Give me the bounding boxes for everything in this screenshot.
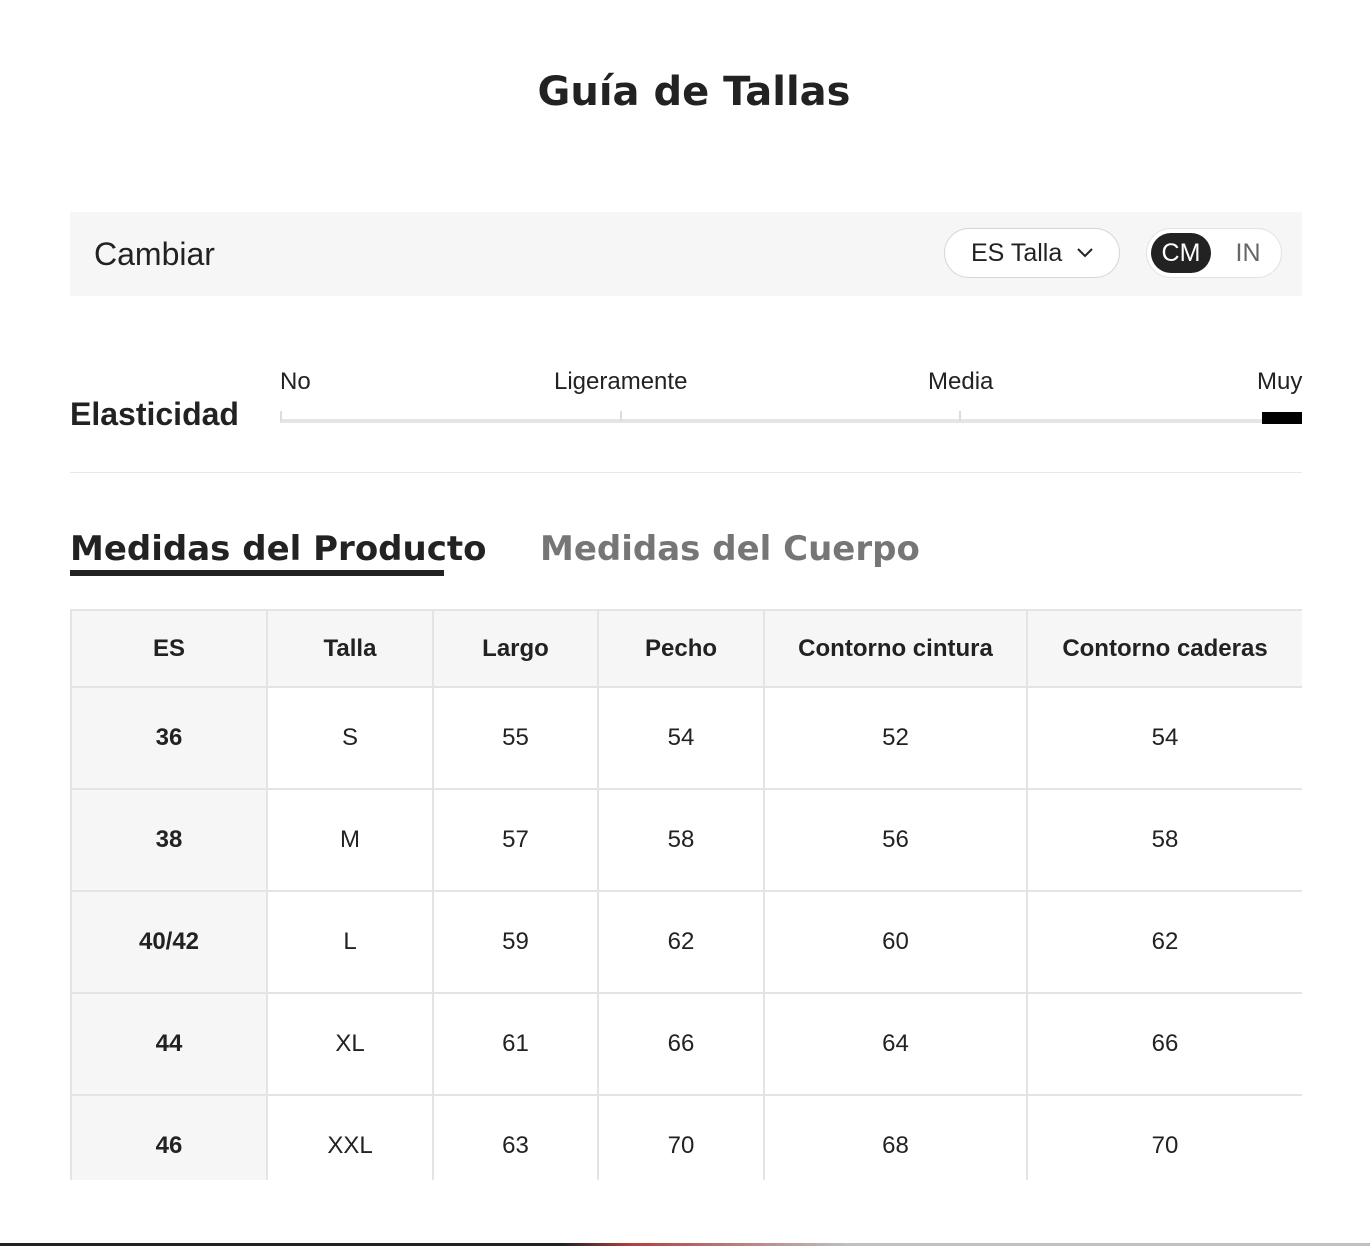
size-switch-bar [70,212,1302,296]
size-table-container [70,609,1302,1180]
tab-body-measurements[interactable]: Medidas del Cuerpo [540,529,920,569]
section-divider [70,472,1302,473]
table-row [71,993,1302,1095]
table-cell: 52 [764,687,1027,789]
column-header-largo: Largo [433,610,598,687]
table-cell: 57 [433,789,598,891]
chevron-down-icon [1076,247,1094,259]
table-cell: 66 [598,993,764,1095]
table-cell: XXL [267,1095,433,1180]
elasticity-label: Elasticidad [70,396,239,432]
table-cell: 58 [598,789,764,891]
table-cell: 64 [764,993,1027,1095]
table-cell: 40/42 [71,891,267,993]
table-cell: XL [267,993,433,1095]
switch-label: Cambiar [94,236,215,272]
table-cell: 56 [764,789,1027,891]
tab-product-measurements[interactable]: Medidas del Producto [70,529,487,569]
elasticity-indicator [1262,412,1302,424]
table-cell: 68 [764,1095,1027,1180]
table-cell: 70 [1027,1095,1302,1180]
elasticity-level-no: No [280,368,311,395]
table-cell: 46 [71,1095,267,1180]
table-cell: 61 [433,993,598,1095]
active-tab-underline [70,570,444,576]
elasticity-tick [959,411,961,421]
table-cell: M [267,789,433,891]
table-cell: S [267,687,433,789]
table-cell: 59 [433,891,598,993]
elasticity-level-medium: Media [928,368,994,395]
table-cell: 58 [1027,789,1302,891]
unit-option-in[interactable]: IN [1235,239,1261,267]
elasticity-level-slight: Ligeramente [554,368,688,395]
column-header-caderas: Contorno caderas [1027,610,1302,687]
size-table [70,609,1302,1180]
table-cell: 66 [1027,993,1302,1095]
column-header-talla: Talla [267,610,433,687]
unit-toggle [1146,228,1282,278]
table-row [71,687,1302,789]
table-cell: 60 [764,891,1027,993]
unit-option-cm[interactable]: CM [1151,233,1211,273]
table-header-row [71,610,1302,687]
table-row [71,891,1302,993]
elasticity-tick [620,411,622,421]
column-header-pecho: Pecho [598,610,764,687]
table-cell: 36 [71,687,267,789]
elasticity-scale-track [280,419,1302,423]
table-cell: 62 [598,891,764,993]
page-title: Guía de Tallas [537,69,851,115]
table-cell: 63 [433,1095,598,1180]
column-header-es: ES [71,610,267,687]
size-system-value: ES Talla [971,238,1063,267]
elasticity-level-very: Muy [1257,368,1303,395]
table-row [71,1095,1302,1180]
table-cell: 38 [71,789,267,891]
table-cell: 55 [433,687,598,789]
table-cell: L [267,891,433,993]
column-header-cintura: Contorno cintura [764,610,1027,687]
table-cell: 70 [598,1095,764,1180]
table-cell: 54 [598,687,764,789]
table-row [71,789,1302,891]
table-cell: 44 [71,993,267,1095]
elasticity-tick [280,411,282,421]
table-cell: 54 [1027,687,1302,789]
size-system-select[interactable] [944,228,1120,278]
table-cell: 62 [1027,891,1302,993]
